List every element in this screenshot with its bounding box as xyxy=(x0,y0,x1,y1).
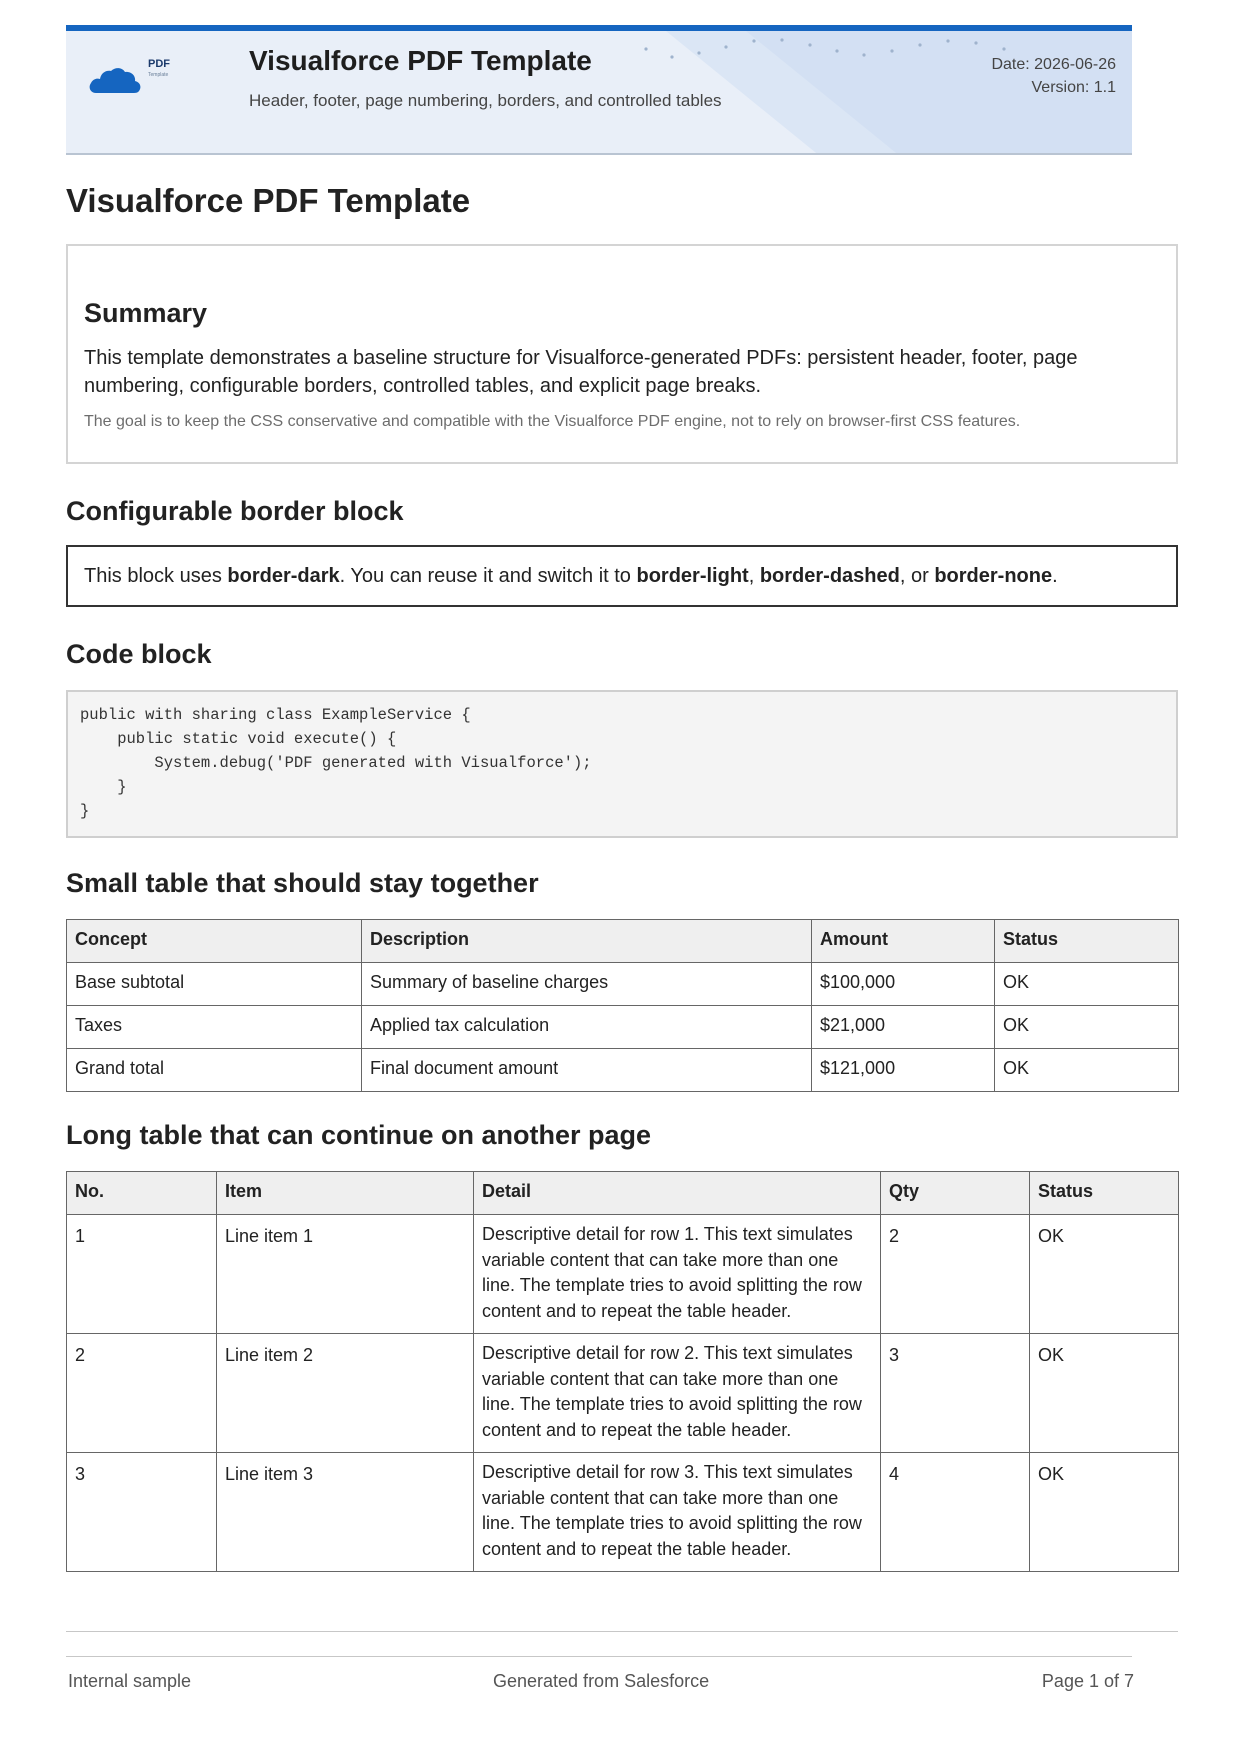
long-table xyxy=(66,1171,1179,1572)
column-header: No. xyxy=(67,1172,217,1215)
code-block xyxy=(66,690,1178,838)
table-cell: Descriptive detail for row 3. This text simulates variable content that can take more than one line. The template tries to avoid splitting the row content and to repeat the table header. xyxy=(474,1453,881,1572)
table-cell: OK xyxy=(995,1006,1179,1049)
table-cell: $121,000 xyxy=(812,1049,995,1092)
logo-text: PDF xyxy=(148,58,170,70)
border-none-label: border-none xyxy=(934,565,1053,587)
code-line: System.debug('PDF generated with Visualforce'); xyxy=(80,754,592,772)
table-cell: Base subtotal xyxy=(67,963,362,1006)
border-text-4: , or xyxy=(899,565,935,587)
small-table xyxy=(66,919,1179,1092)
border-text-1: This block uses xyxy=(84,565,228,587)
header-subtitle: Header, footer, page numbering, borders, and controlled tables xyxy=(249,91,722,110)
table-cell: OK xyxy=(995,963,1179,1006)
code-line: public static void execute() { xyxy=(80,730,397,748)
border-text-3: , xyxy=(748,565,760,587)
summary-note: The goal is to keep the CSS conservative and compatible with the Visualforce PDF engine, not to rely on browser-first CSS features. xyxy=(84,413,1021,430)
border-text-2: . You can reuse it and switch it to xyxy=(339,565,637,587)
border-text-5: . xyxy=(1052,565,1058,587)
table-cell: 2 xyxy=(67,1334,217,1453)
small-table-heading: Small table that should stay together xyxy=(66,868,539,898)
table-cell: Applied tax calculation xyxy=(362,1006,812,1049)
table-cell: Descriptive detail for row 1. This text simulates variable content that can take more than one line. The template tries to avoid splitting the row content and to repeat the table header. xyxy=(474,1215,881,1334)
table-cell: 3 xyxy=(67,1453,217,1572)
footer-divider xyxy=(66,1631,1178,1632)
table-row xyxy=(67,1006,1179,1049)
table-cell: 2 xyxy=(881,1215,1030,1334)
column-header: Description xyxy=(362,920,812,963)
footer-center-text: Generated from Salesforce xyxy=(493,1671,710,1691)
summary-heading: Summary xyxy=(84,298,208,328)
column-header: Status xyxy=(995,920,1179,963)
logo-subtext: Template xyxy=(148,72,169,78)
border-dashed-label: border-dashed xyxy=(759,565,900,587)
page-number: Page 1 of 7 xyxy=(1041,1671,1134,1691)
table-cell: Taxes xyxy=(67,1006,362,1049)
table-cell: Final document amount xyxy=(362,1049,812,1092)
table-row xyxy=(67,963,1179,1006)
table-row xyxy=(67,1049,1179,1092)
table-cell: OK xyxy=(995,1049,1179,1092)
header-title: Visualforce PDF Template xyxy=(249,45,592,76)
table-cell: 1 xyxy=(67,1215,217,1334)
page-header xyxy=(66,25,1132,155)
border-block xyxy=(66,545,1178,607)
footer-left-text: Internal sample xyxy=(68,1671,192,1691)
code-section-heading: Code block xyxy=(66,639,212,669)
code-line: } xyxy=(80,778,127,796)
border-section-heading: Configurable border block xyxy=(66,496,404,526)
column-header: Concept xyxy=(67,920,362,963)
border-dark-label: border-dark xyxy=(227,565,340,587)
column-header: Amount xyxy=(812,920,995,963)
table-header-row xyxy=(67,920,1179,963)
column-header: Detail xyxy=(474,1172,881,1215)
column-header: Item xyxy=(217,1172,474,1215)
table-cell: Line item 1 xyxy=(217,1215,474,1334)
table-row xyxy=(67,1334,1179,1453)
column-header: Status xyxy=(1030,1172,1179,1215)
table-cell: 3 xyxy=(881,1334,1030,1453)
table-cell: Descriptive detail for row 2. This text simulates variable content that can take more than one line. The template tries to avoid splitting the row content and to repeat the table header. xyxy=(474,1334,881,1453)
table-cell: 4 xyxy=(881,1453,1030,1572)
table-cell: Grand total xyxy=(67,1049,362,1092)
table-row xyxy=(67,1215,1179,1334)
table-cell: OK xyxy=(1030,1453,1179,1572)
border-light-label: border-light xyxy=(636,565,749,587)
long-table-heading: Long table that can continue on another page xyxy=(66,1120,652,1150)
table-cell: OK xyxy=(1030,1334,1179,1453)
code-line: } xyxy=(80,802,90,820)
code-line: public with sharing class ExampleService { xyxy=(80,706,471,724)
table-cell: $21,000 xyxy=(812,1006,995,1049)
table-cell: Summary of baseline charges xyxy=(362,963,812,1006)
header-date: Date: 2026-06-26 xyxy=(991,56,1116,73)
summary-paragraph: This template demonstrates a baseline structure for Visualforce-generated PDFs: persistent header, footer, page numbering, configurable borders, controlled tables, and explicit page breaks. xyxy=(84,347,1078,397)
table-cell: OK xyxy=(1030,1215,1179,1334)
table-cell: Line item 3 xyxy=(217,1453,474,1572)
table-header-row xyxy=(67,1172,1179,1215)
table-cell: $100,000 xyxy=(812,963,995,1006)
column-header: Qty xyxy=(881,1172,1030,1215)
page-title: Visualforce PDF Template xyxy=(66,182,471,219)
footer-divider xyxy=(66,1656,1132,1657)
header-meta xyxy=(991,53,1116,99)
header-version: Version: 1.1 xyxy=(1031,79,1116,96)
summary-box xyxy=(66,244,1178,464)
table-row xyxy=(67,1453,1179,1572)
table-cell: Line item 2 xyxy=(217,1334,474,1453)
